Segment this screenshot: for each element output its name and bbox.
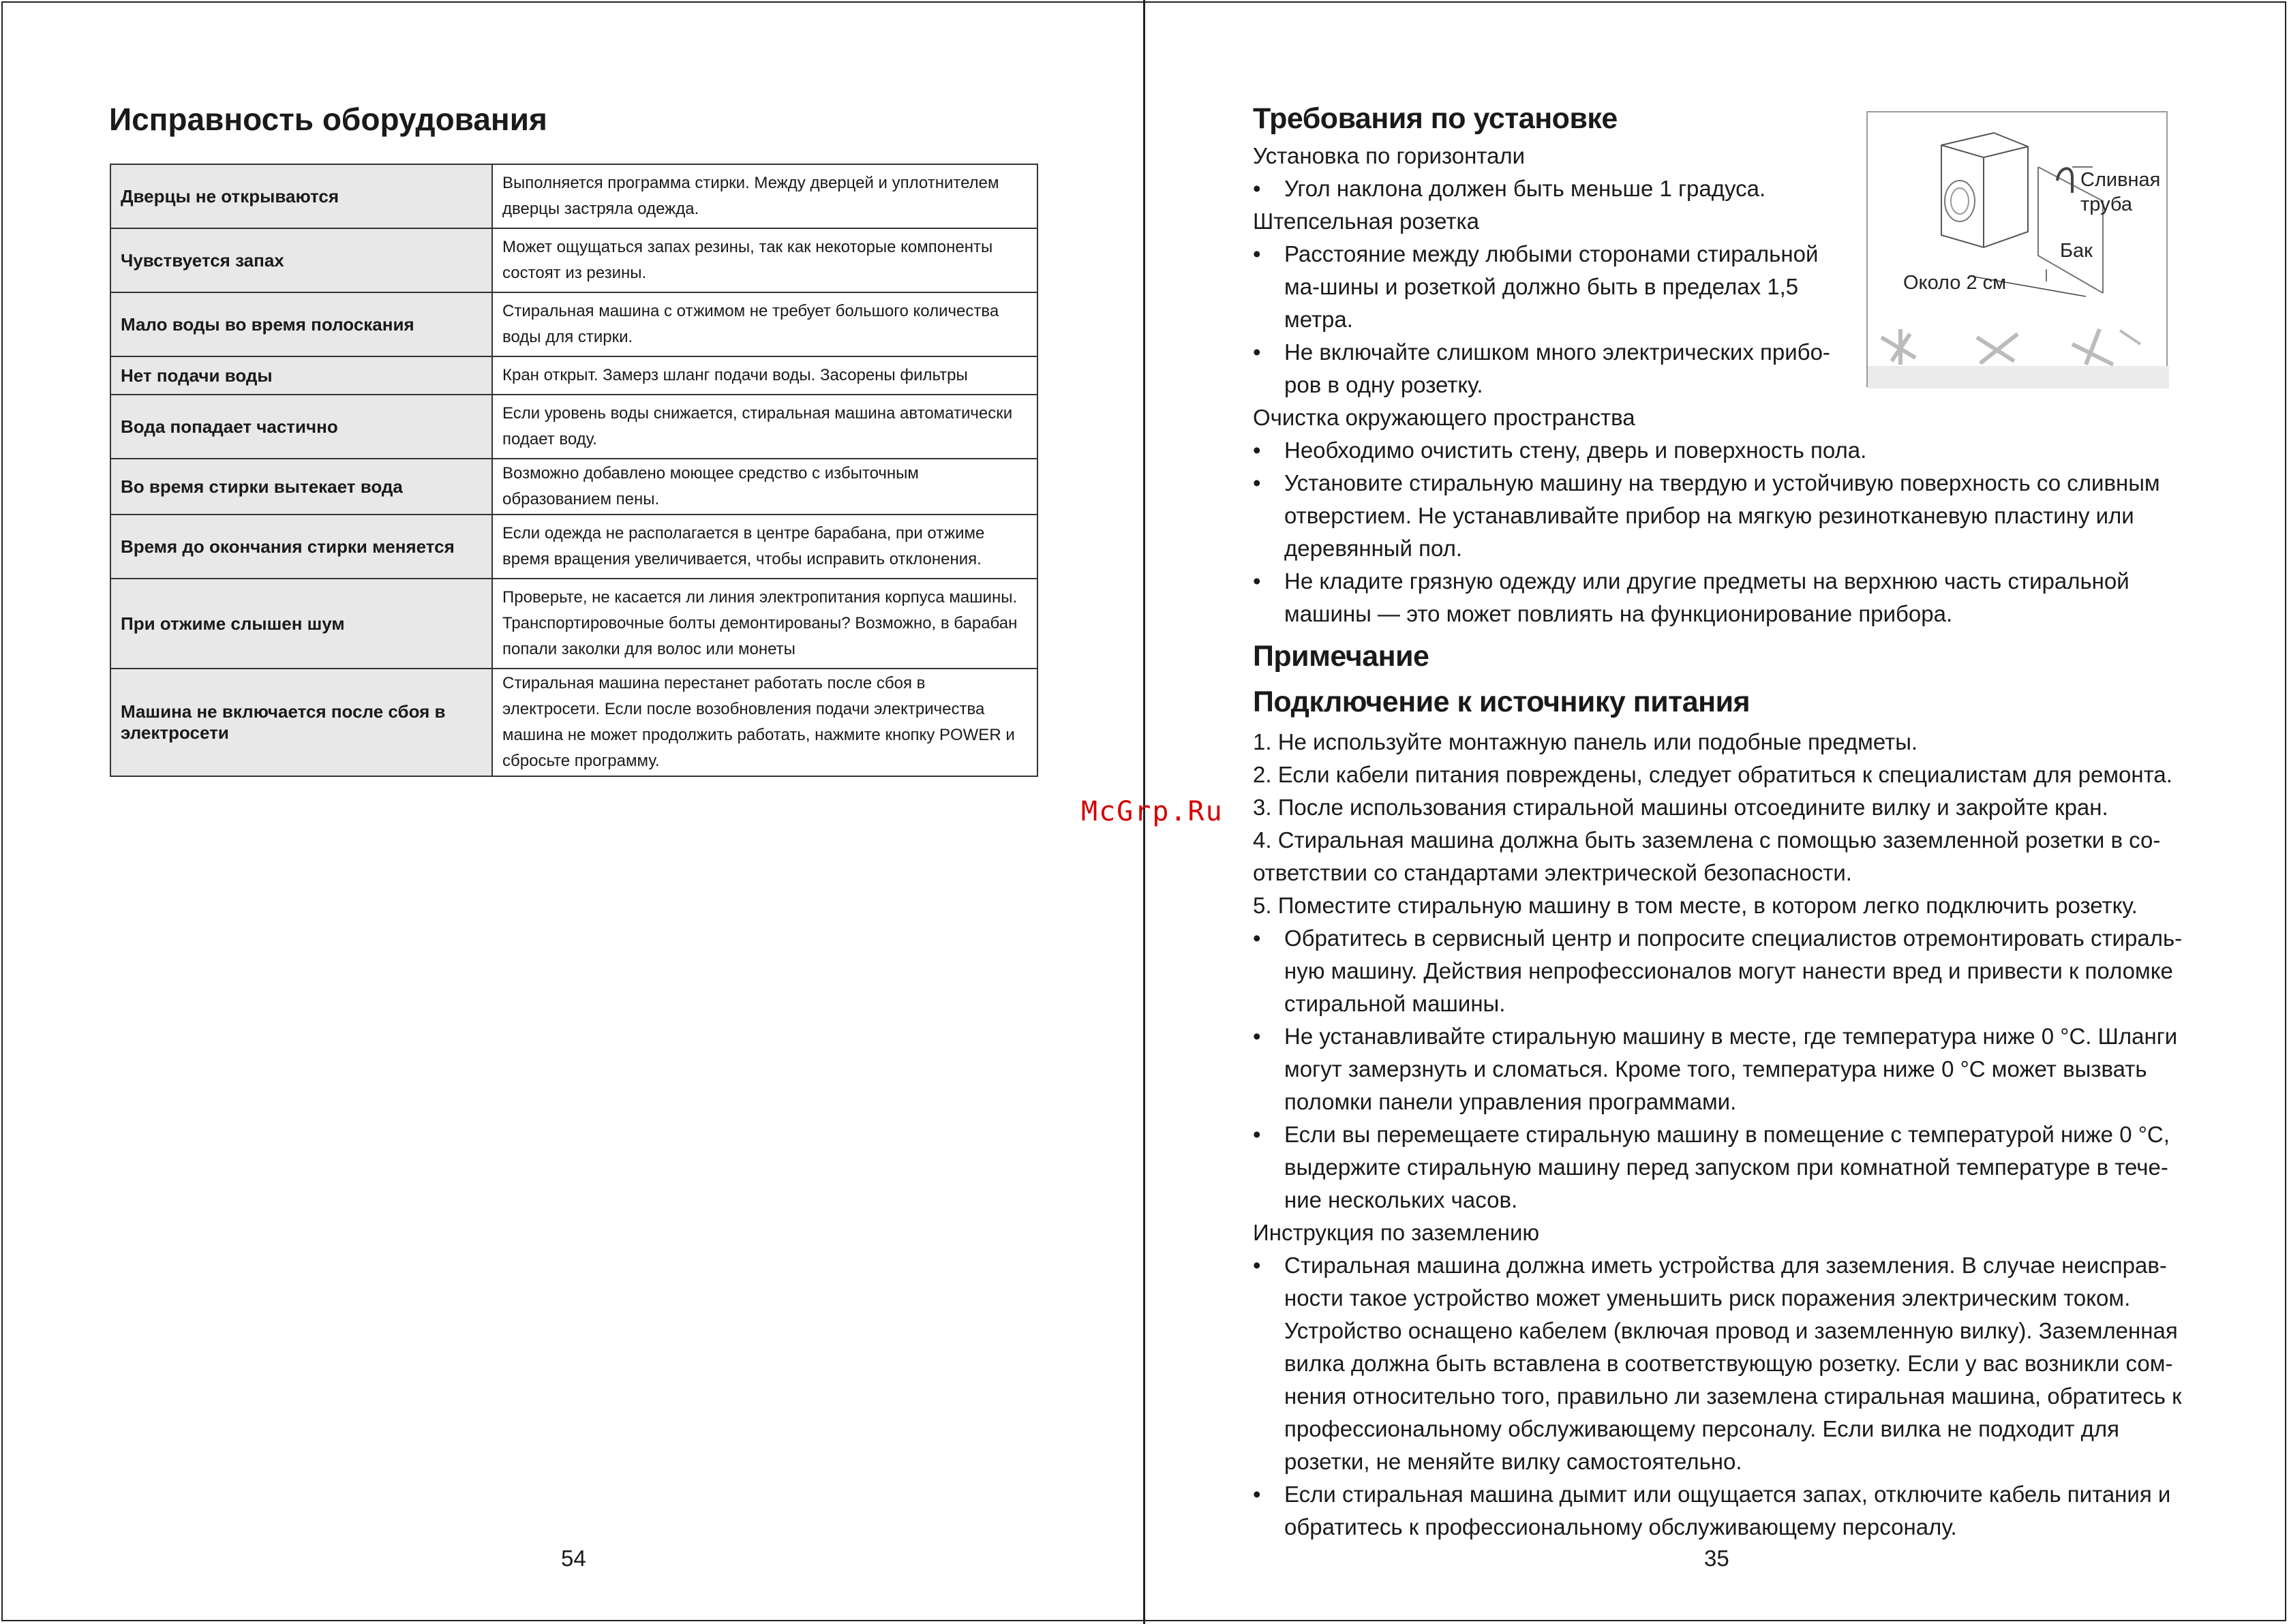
table-row [110,579,1037,669]
table-row [110,669,1037,776]
table-row [110,228,1037,292]
note-title: Примечание [1253,640,1429,673]
bullet-glyph: • [1253,925,1261,951]
table-row [110,356,1037,395]
solution-cell: Стиральная машина с отжимом не требует большого количества воды для стирки. [492,292,1037,356]
bullet-glyph: • [1253,1024,1261,1049]
label-drain-pipe: Сливная труба [2080,169,2161,215]
problem-cell: При отжиме слышен шум [110,579,492,669]
page-number-right: 35 [1704,1546,1729,1571]
bullet-glyph: • [1253,241,1261,266]
solution-cell: Возможно добавлено моющее средство с избыточным образованием пены. [492,459,1037,515]
bullet-glyph: • [1253,438,1261,463]
problem-cell: Вода попадает частично [110,395,492,459]
page-number-left: 54 [561,1546,586,1571]
list-item-text: Установите стиральную машину на твердую и устойчивую поверхность со сливным отверстием. Не устанавливайте прибор на мягкую резинотканевую пластину или деревянный пол. [1284,470,2160,561]
table-row [110,395,1037,459]
solution-cell: Кран открыт. Замерз шланг подачи воды. Засорены фильтры [492,356,1037,395]
list-item-text: Расстояние между любыми сторонами стиральной ма-шины и розеткой должно быть в пределах 1,5 метра. [1284,241,1819,332]
list-item-text: Обратитесь в сервисный центр и попросите специалистов отремонтировать стираль-ную машину. Действия непрофессионалов могут нанести вред и привести к поломке стиральной машины. [1284,925,2183,1016]
list-item-text: Не устанавливайте стиральную машину в месте, где температура ниже 0 °C. Шланги могут замерзнуть и сломаться. Кроме того, температура ниже 0 °C может вызвать поломки панели управления программами. [1284,1024,2178,1114]
list-item-text: Не включайте слишком много электрических прибо-ров в одну розетку. [1284,339,1830,397]
solution-cell: Выполняется программа стирки. Между дверцей и уплотнителем дверцы застряла одежда. [492,164,1037,228]
power-bullet-list [1253,922,2187,1216]
list-item [1253,238,1853,336]
watermark: McGrp.Ru [1081,796,1224,827]
problem-cell: Во время стирки вытекает вода [110,459,492,515]
list-item [1253,1478,2187,1544]
solution-cell: Может ощущаться запах резины, так как некоторые компоненты состоят из резины. [492,228,1037,292]
list-item [1253,467,2187,565]
solution-cell: Проверьте, не касается ли линия электропитания корпуса машины. Транспортировочные болты демонтированы? Возможно, в барабан попали заколки для волос или монеты [492,579,1037,669]
problem-cell: Машина не включается после сбоя в электросети [110,669,492,776]
problem-cell: Нет подачи воды [110,356,492,395]
solution-cell: Если одежда не располагается в центре барабана, при отжиме время вращения увеличивается, чтобы исправить отклонения. [492,515,1037,579]
table-row [110,292,1037,356]
list-item [1253,922,2187,1020]
solution-cell: Стиральная машина перестанет работать после сбоя в электросети. Если после возобновления подачи электричества машина не может продолжить работать, нажмите кнопку POWER и сбросьте программу. [492,669,1037,776]
ground-list [1253,1249,2187,1544]
list-item-text: Угол наклона должен быть меньше 1 градуса. [1284,176,1766,201]
list-item-text: Если вы перемещаете стиральную машину в помещение с температурой ниже 0 °C, выдержите стиральную машину перед запуском при комнатной температуре в тече-ние нескольких часов. [1284,1122,2170,1212]
list-item-text: Не кладите грязную одежду или другие предметы на верхнюю часть стиральной машины — это может повлиять на функционирование прибора. [1284,568,2129,626]
horizontal-label: Установка по горизонтали [1253,143,1526,168]
label-distance: Около 2 см [1903,272,2007,294]
solution-cell: Если уровень воды снижается, стиральная машина автоматически подает воду. [492,395,1037,459]
list-item [1253,434,2187,467]
bullet-glyph: • [1253,568,1261,594]
problem-cell: Мало воды во время полоскания [110,292,492,356]
list-item-text: Необходимо очистить стену, дверь и поверхность пола. [1284,438,1867,463]
socket-list [1253,238,1853,401]
problem-cell: Дверцы не открываются [110,164,492,228]
list-item-text: Если стиральная машина дымит или ощущается запах, отключите кабель питания и обратитесь к профессиональному обслуживающему персоналу. [1284,1482,2171,1539]
table-row [110,459,1037,515]
bullet-glyph: • [1253,1253,1261,1278]
list-item [1253,1118,2187,1216]
bullet-glyph: • [1253,1122,1261,1147]
power-title: Подключение к источнику питания [1253,686,1750,718]
list-item [1253,565,2187,630]
bullet-glyph: • [1253,1482,1261,1507]
problem-cell: Время до окончания стирки меняется [110,515,492,579]
list-item [1253,172,2187,205]
troubleshooting-title: Исправность оборудования [109,102,547,137]
table-row [110,515,1037,579]
numbered-item: 3. После использования стиральной машины отсоедините вилку и закройте кран. [1253,795,2108,820]
label-tank: Бак [2060,240,2093,262]
list-item [1253,1249,2187,1478]
cleaning-label: Очистка окружающего пространства [1253,405,1635,430]
numbered-item: 4. Стиральная машина должна быть заземлена с помощью заземленной розетки в со-ответствии со стандартами электрической безопасности. [1253,827,2161,885]
socket-label: Штепсельная розетка [1253,209,1480,234]
numbered-item: 1. Не используйте монтажную панель или подобные предметы. [1253,729,1918,754]
horizontal-list [1253,172,2187,205]
install-title: Требования по установке [1253,102,1618,135]
install-section [1253,102,2187,1544]
bullet-glyph: • [1253,339,1261,365]
list-item [1253,1020,2187,1118]
bullet-glyph: • [1253,470,1261,495]
cleaning-list [1253,434,2187,630]
ground-label: Инструкция по заземлению [1253,1220,1540,1245]
bullet-glyph: • [1253,176,1261,201]
numbered-item: 2. Если кабели питания повреждены, следует обратиться к специалистам для ремонта. [1253,762,2172,787]
table-row [110,164,1037,228]
power-numbered-list [1253,726,2187,922]
list-item [1253,336,1853,401]
problem-cell: Чувствуется запах [110,228,492,292]
troubleshooting-table [110,164,1038,777]
numbered-item: 5. Поместите стиральную машину в том месте, в котором легко подключить розетку. [1253,893,2138,918]
list-item-text: Стиральная машина должна иметь устройства для заземления. В случае неисправ-ности такое устройство может уменьшить риск поражения электрическим током. Устройство оснащено кабелем (включая провод и заземленную вилку). Заземленная вилка должна быть вставлена в соответствующую розетку. Если у вас возникли сом-нения относительно того, правильно ли заземлена стиральная машина, обратитесь к профессиональному обслуживающему персоналу. Если вилка не подходит для розетки, не меняйте вилку самостоятельно. [1284,1253,2182,1474]
